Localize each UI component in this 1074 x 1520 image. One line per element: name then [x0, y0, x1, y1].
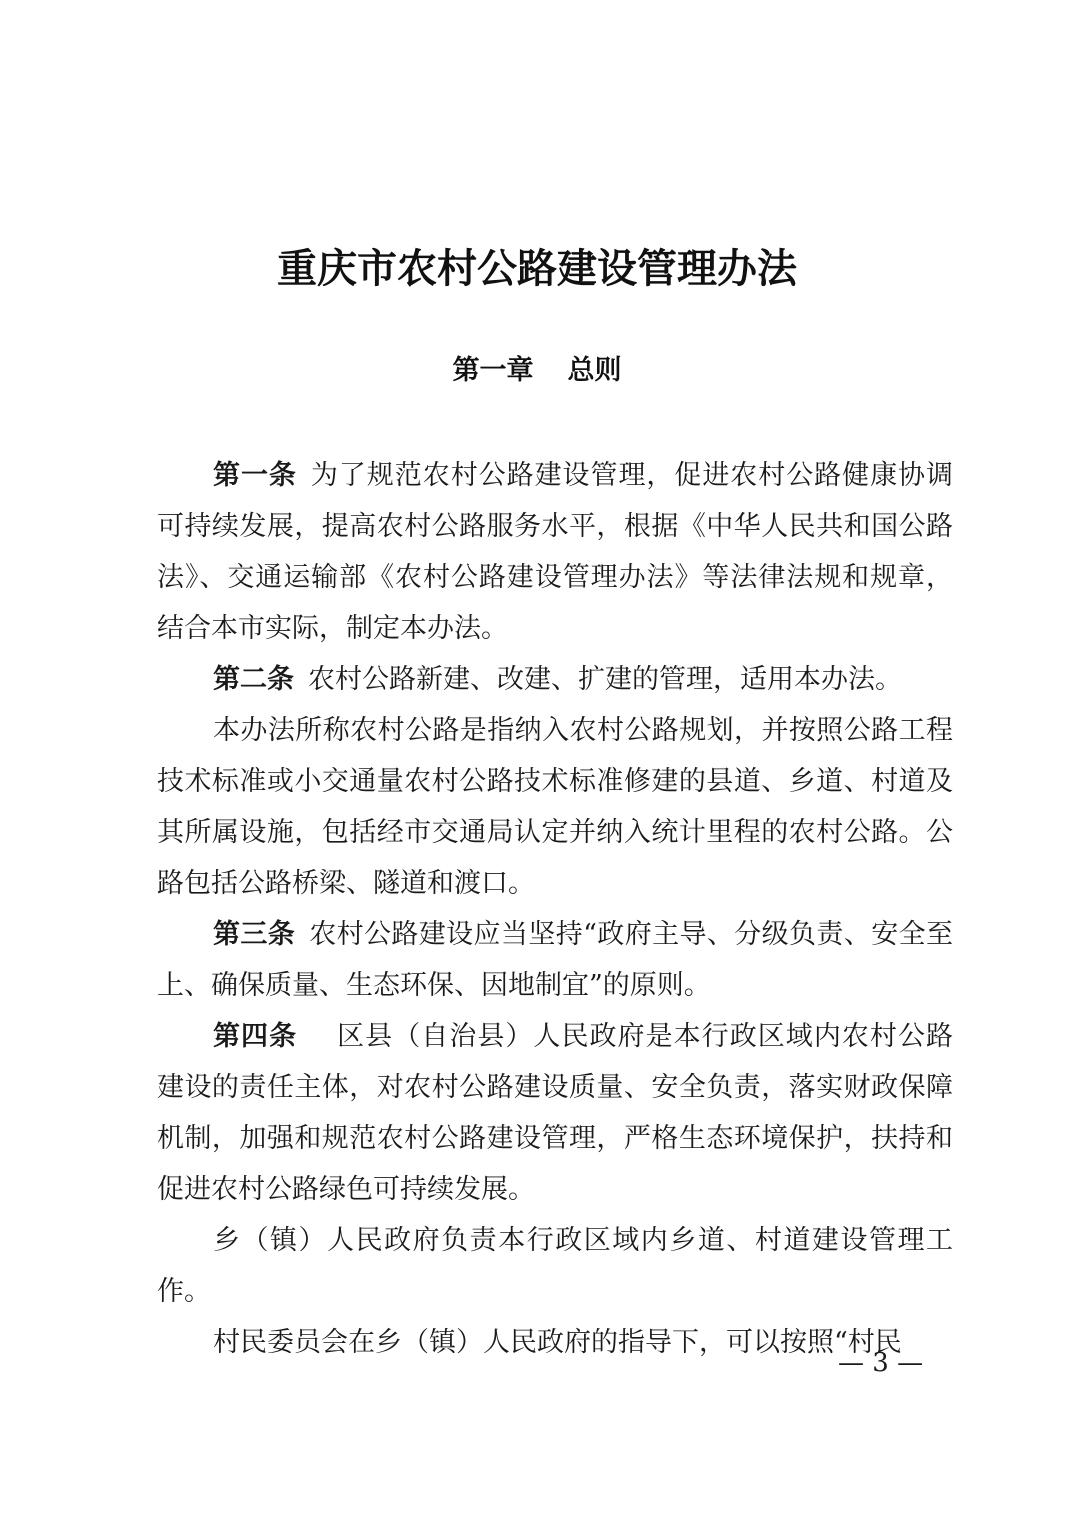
page-number: — 3 — [838, 1348, 924, 1378]
paragraph-text: 乡（镇）人民政府负责本行政区域内乡道、村道建设管理工作。 [157, 1225, 953, 1307]
rural-road-definition-paragraph [157, 705, 953, 909]
article-label: 第三条 [213, 919, 296, 950]
township-paragraph [157, 1215, 953, 1317]
paragraph-text: 为了规范农村公路建设管理，促进农村公路健康协调可持续发展，提高农村公路服务水平，根据《中华人民共和国公路法》、交通运输部《农村公路建设管理办法》等法律法规和规章，结合本市实际，制定本办法。 [157, 460, 954, 644]
article-1-paragraph [157, 450, 953, 654]
article-3-paragraph [157, 909, 953, 1011]
paragraph-text: 村民委员会在乡（镇）人民政府的指导下，可以按照“村民 [213, 1327, 902, 1358]
paragraph-text: 农村公路新建、改建、扩建的管理，适用本办法。 [308, 664, 902, 695]
document-title: 重庆市农村公路建设管理办法 [277, 246, 797, 292]
paragraph-text: 农村公路建设应当坚持“政府主导、分级负责、安全至上、确保质量、生态环保、因地制宜”的原则。 [157, 919, 954, 1001]
chapter-name: 总则 [567, 355, 622, 386]
villager-committee-paragraph [157, 1317, 953, 1368]
article-2-paragraph [157, 654, 953, 705]
chapter-number: 第一章 [452, 355, 534, 386]
document-body [157, 450, 953, 1368]
article-label: 第四条 [213, 1021, 298, 1052]
article-4-paragraph [157, 1011, 953, 1215]
paragraph-text: 本办法所称农村公路是指纳入农村公路规划，并按照公路工程技术标准或小交通量农村公路技术标准修建的县道、乡道、村道及其所属设施，包括经市交通局认定并纳入统计里程的农村公路。公路包括公路桥梁、隧道和渡口。 [157, 715, 953, 899]
chapter-heading [0, 353, 1074, 389]
article-label: 第一条 [213, 460, 297, 491]
article-label: 第二条 [213, 664, 294, 695]
paragraph-text: 区县（自治县）人民政府是本行政区域内农村公路建设的责任主体，对农村公路建设质量、安全负责，落实财政保障机制，加强和规范农村公路建设管理，严格生态环境保护，扶持和促进农村公路绿色可持续发展。 [157, 1021, 953, 1205]
